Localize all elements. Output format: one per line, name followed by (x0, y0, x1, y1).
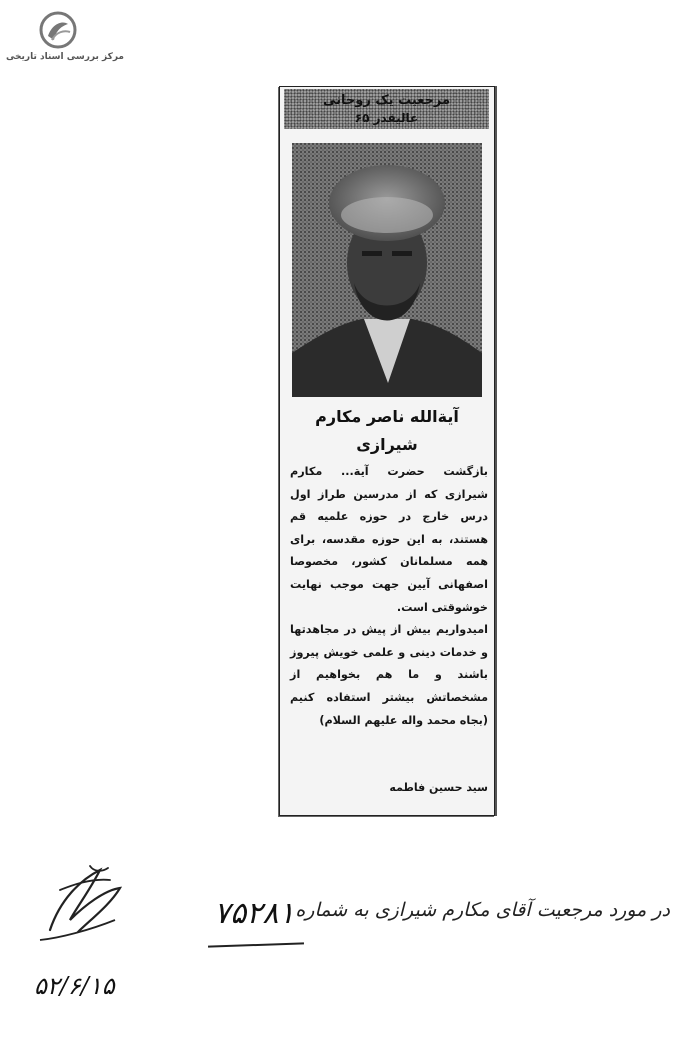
headline: آیةالله ناصر مکارم شیرازی (315, 407, 459, 454)
portrait-photo (292, 143, 482, 397)
handwritten-note: در مورد مرجعیت آقای مکارم شیرازی به شماره (295, 899, 670, 921)
note-number: ۷۵۲۸۱ (214, 896, 295, 931)
article-body (290, 461, 488, 732)
article-signature: سید حسین فاطمه (389, 781, 488, 794)
header-line-1: مرجعیت یک روحانی (322, 93, 450, 108)
paragraph-1: بازگشت حضرت آیة... مکارم شیرازی که از مدرسین طراز اول درس خارج در حوزه علمیه قم هستند، به این حوزه مقدسه، برای همه مسلمانان کشور، مخصوصا اصفهانی آیین جهت موجب نهایت خوشوقتی است. (290, 465, 488, 614)
signature-scribble (30, 860, 140, 950)
note-date: ۵۲/۶/۱۵ (34, 972, 115, 1000)
clipping-header (284, 89, 489, 129)
header-line-2: عالیقدر ۶۵ (354, 111, 419, 125)
paragraph-2: امیدواریم بیش از پیش در مجاهدتها و خدمات دینی و علمی خویش پیروز باشند و ما هم بخواهیم از مشخصاتش بیشتر استفاده کنیم (بجاه محمد واله علیهم السلام) (290, 623, 488, 727)
newspaper-clipping (279, 86, 495, 816)
watermark-text: مرکز بررسی اسناد تاریخی (5, 52, 124, 62)
archive-logo-icon (38, 10, 78, 50)
